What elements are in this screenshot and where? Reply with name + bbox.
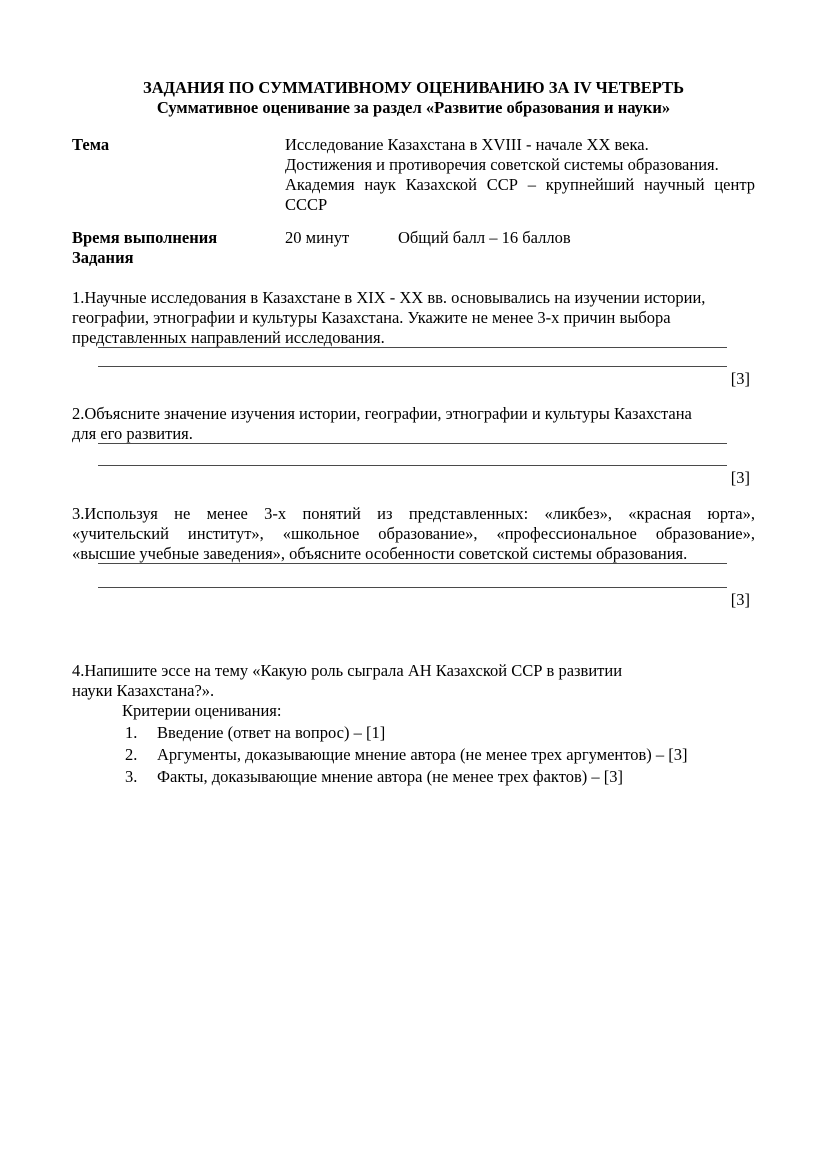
page-title: ЗАДАНИЯ ПО СУММАТИВНОМУ ОЦЕНИВАНИЮ ЗА IV ЧЕТВЕРТЬ — [143, 78, 684, 97]
criterion-2-number: 2. — [125, 745, 138, 764]
time-row — [72, 228, 755, 248]
question-3-text: 3.Используя не менее 3-х понятий из представленных: «ликбез», «красная юрта», «учительский институт», «школьное образование», «профессиональное образование», «высшие учебные заведения», объясните особенности советской системы образования. — [72, 504, 755, 563]
meta-block — [72, 135, 755, 268]
criterion-2-text: Аргументы, доказывающие мнение автора (не менее трех аргументов) – [3] — [157, 745, 688, 764]
topic-row — [72, 135, 755, 215]
question-1-score: [3] — [730, 369, 750, 388]
criteria-list — [72, 723, 755, 787]
document-header — [0, 78, 827, 118]
topic-text: Исследование Казахстана в XVIII - начале XX века. Достижения и противоречия советской системы образования. Академия наук Казахской ССР – крупнейший научный центр СССР — [285, 135, 755, 214]
question-2-text: 2.Объясните значение изучения истории, географии, этнографии и культуры Казахстана для его развития. — [72, 404, 692, 443]
question-1 — [72, 288, 755, 389]
answer-line — [98, 587, 727, 588]
tasks-label: Задания — [72, 248, 134, 267]
answer-line — [98, 366, 727, 367]
criteria-label: Критерии оценивания: — [122, 701, 282, 720]
topic-label: Тема — [72, 135, 110, 154]
question-2 — [72, 404, 755, 488]
document-body — [72, 135, 755, 787]
answer-line — [98, 465, 727, 466]
time-label: Время выполнения — [72, 228, 218, 247]
question-3-score: [3] — [730, 590, 750, 609]
time-value: 20 минут — [285, 228, 350, 247]
question-3 — [72, 504, 755, 610]
question-2-score: [3] — [730, 468, 750, 487]
criterion-3 — [125, 767, 755, 787]
total-score: Общий балл – 16 баллов — [398, 228, 571, 247]
page-subtitle: Суммативное оценивание за раздел «Развитие образования и науки» — [156, 98, 671, 117]
criterion-1 — [125, 723, 755, 743]
criterion-1-text: Введение (ответ на вопрос) – [1] — [157, 723, 386, 742]
question-1-text: 1.Научные исследования в Казахстане в XIX - XX вв. основывались на изучении истории, географии, этнографии и культуры Казахстана. Укажите не менее 3-х причин выбора представленных направлений исследования. — [72, 288, 706, 347]
criterion-3-text: Факты, доказывающие мнение автора (не менее трех фактов) – [3] — [157, 767, 623, 786]
criterion-2 — [125, 745, 755, 765]
question-4 — [72, 661, 755, 787]
criterion-1-number: 1. — [125, 723, 138, 742]
question-4-text: 4.Напишите эссе на тему «Какую роль сыграла АН Казахской ССР в развитии науки Казахстана?». — [72, 661, 623, 700]
criterion-3-number: 3. — [125, 767, 138, 786]
